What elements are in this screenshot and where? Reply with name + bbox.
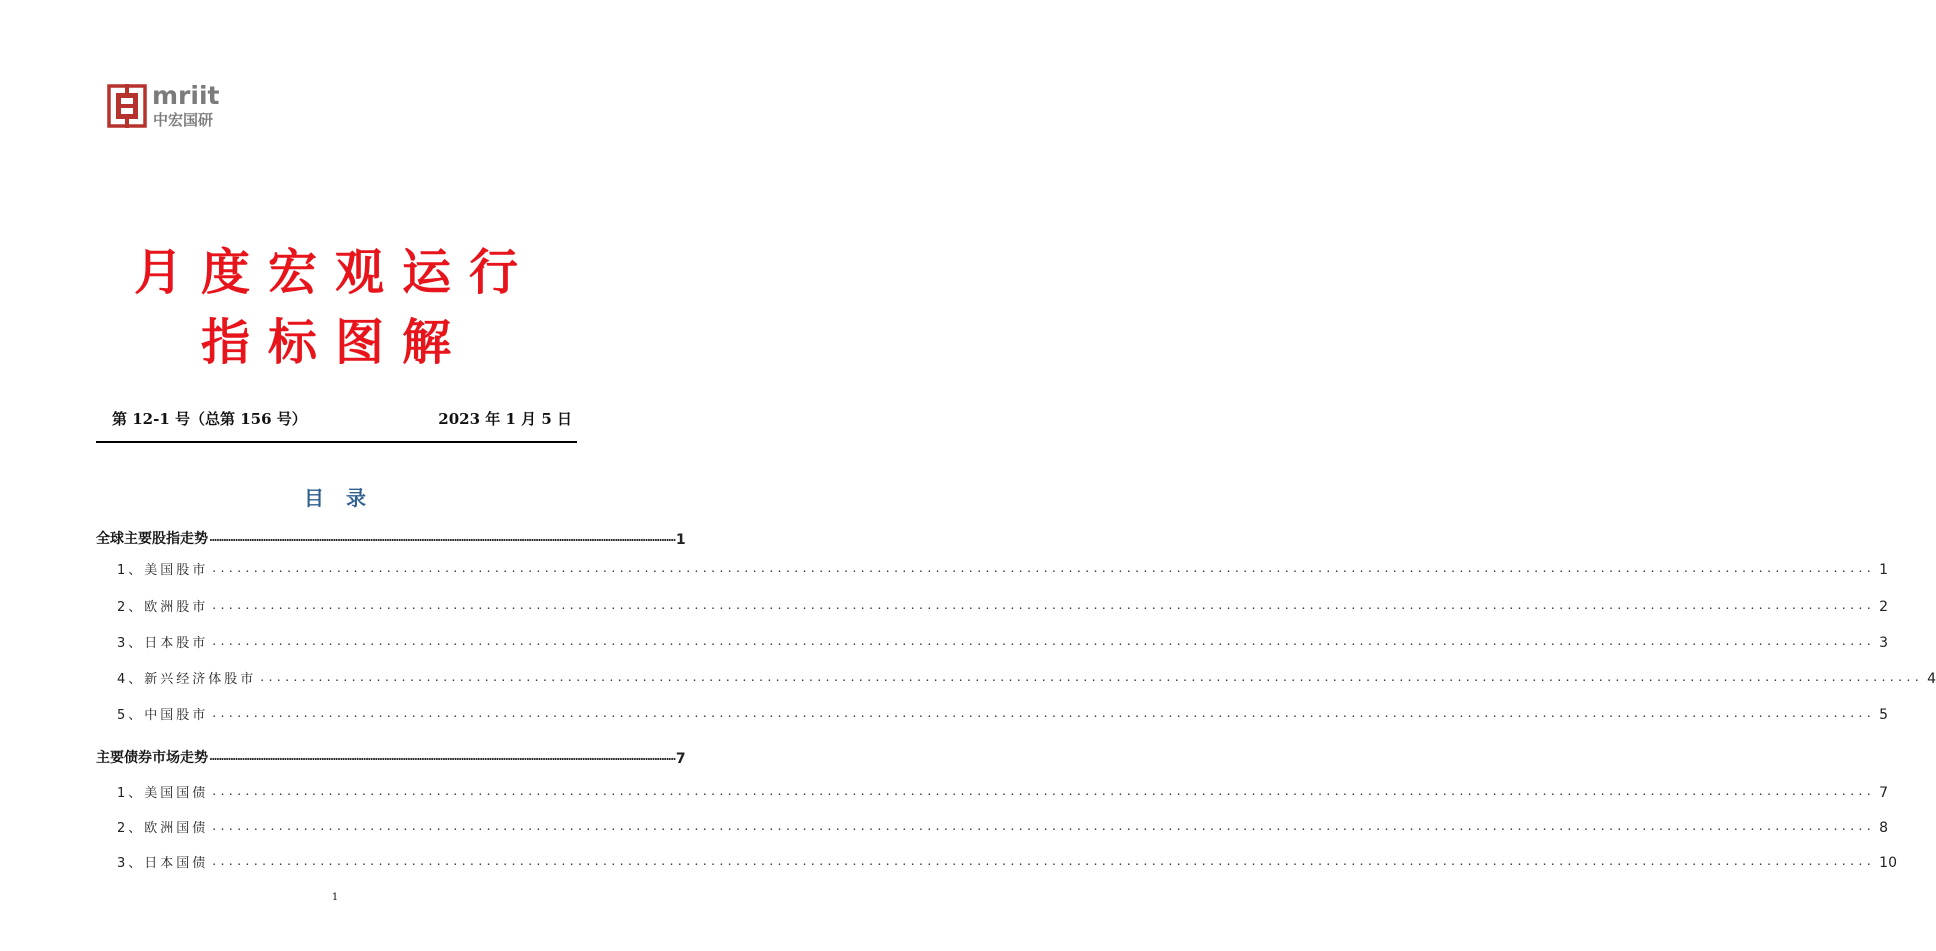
toc-item-entry[interactable]	[117, 781, 1889, 801]
toc-item-entry[interactable]	[117, 595, 1889, 615]
toc-entry-label: 1、美国股市	[117, 563, 209, 578]
logo-wordmark: mriit	[152, 81, 220, 110]
toc-dot-leader: ........................................................................................................................................................................................................	[209, 531, 675, 544]
report-title-line-2: 指标图解	[200, 314, 469, 371]
toc-entry-label: 全球主要股指走势	[96, 531, 208, 547]
toc-dot-leader: ........................................................................................................................................................................................................	[260, 670, 1924, 684]
toc-item-entry[interactable]	[117, 558, 1889, 578]
report-title-line-1: 月度宏观运行	[133, 244, 536, 301]
toc-entry-page: 7	[1879, 785, 1889, 801]
toc-dot-leader: ........................................................................................................................................................................................................	[212, 784, 1876, 798]
toc-entry-page: 4	[1927, 671, 1936, 687]
toc-dot-leader: ........................................................................................................................................................................................................	[212, 598, 1876, 612]
toc-entry-page: 1	[1879, 562, 1889, 578]
toc-dot-leader: ........................................................................................................................................................................................................	[212, 706, 1876, 720]
toc-item-entry[interactable]	[117, 851, 1897, 871]
toc-entry-label: 1、美国国债	[117, 786, 209, 801]
toc-entry-label: 4、新兴经济体股市	[117, 672, 257, 687]
toc-entry-page: 10	[1879, 855, 1897, 871]
toc-dot-leader: ........................................................................................................................................................................................................	[212, 854, 1876, 868]
toc-section-entry[interactable]	[96, 528, 686, 548]
toc-entry-page: 2	[1879, 599, 1889, 615]
toc-section-entry[interactable]	[96, 747, 686, 767]
toc-entry-page: 8	[1879, 820, 1889, 836]
mriit-logo-mark-icon	[107, 84, 147, 128]
toc-entry-label: 主要债券市场走势	[96, 750, 208, 766]
toc-heading: 目录	[304, 486, 388, 510]
page-number: 1	[331, 892, 339, 903]
toc-dot-leader: ........................................................................................................................................................................................................	[212, 561, 1876, 575]
toc-item-entry[interactable]	[117, 816, 1889, 836]
toc-dot-leader: ........................................................................................................................................................................................................	[212, 819, 1876, 833]
issue-date: 2023 年 1 月 5 日	[438, 410, 572, 428]
toc-entry-label: 2、欧洲国债	[117, 821, 209, 836]
toc-entry-page: 1	[675, 532, 686, 548]
toc-item-entry[interactable]	[117, 631, 1889, 651]
toc-dot-leader: ........................................................................................................................................................................................................	[212, 634, 1876, 648]
logo-chinese-name: 中宏国研	[153, 111, 214, 129]
toc-entry-page: 7	[675, 751, 686, 767]
toc-entry-label: 2、欧洲股市	[117, 600, 209, 615]
toc-item-entry[interactable]	[117, 667, 1936, 687]
toc-entry-page: 5	[1879, 707, 1889, 723]
issue-number: 第 12-1 号（总第 156 号）	[112, 410, 307, 428]
header-divider	[96, 441, 577, 443]
toc-entry-page: 3	[1879, 635, 1889, 651]
toc-dot-leader: ........................................................................................................................................................................................................	[209, 750, 675, 763]
toc-entry-label: 3、日本国债	[117, 856, 209, 871]
mriit-logo	[107, 81, 227, 130]
toc-item-entry[interactable]	[117, 703, 1889, 723]
toc-entry-label: 5、中国股市	[117, 708, 209, 723]
toc-entry-label: 3、日本股市	[117, 636, 209, 651]
